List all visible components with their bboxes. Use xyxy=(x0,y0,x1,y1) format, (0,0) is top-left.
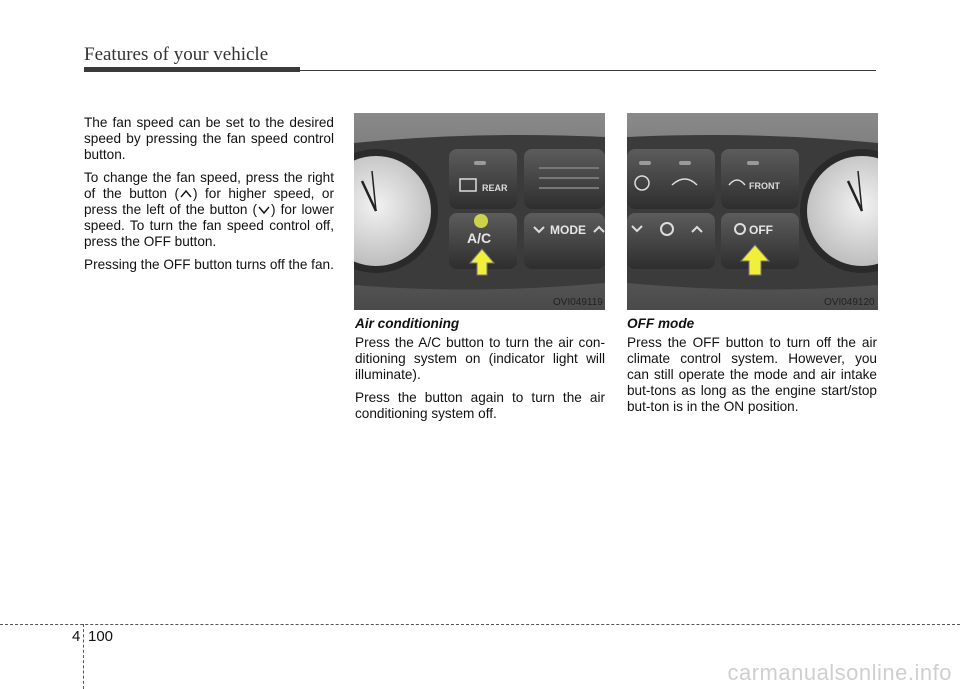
text-part: To change the fan speed, press the right of the button ( xyxy=(84,170,334,201)
right-text-column xyxy=(627,316,877,422)
off-button-paragraph: Pressing the OFF button turns off the fan. xyxy=(84,257,334,272)
fan-speed-paragraph: The fan speed can be set to the desired speed by pressing the fan speed control button. xyxy=(84,115,334,162)
figure-code: OVI049119 xyxy=(553,297,603,308)
mode-label: MODE xyxy=(550,223,586,237)
front-label: FRONT xyxy=(749,181,780,191)
chevron-up-icon xyxy=(179,189,193,199)
left-text-column xyxy=(84,115,334,280)
fan-speed-change-paragraph xyxy=(84,170,334,250)
page-number: 100 xyxy=(88,628,114,645)
ac-off-paragraph: Press the button again to turn the air conditioning system off. xyxy=(355,390,605,421)
chapter-number: 4 xyxy=(72,628,81,645)
footer-rule xyxy=(0,624,960,625)
page-header-title: Features of your vehicle xyxy=(84,44,269,65)
mid-text-column xyxy=(355,316,605,429)
off-mode-paragraph: Press the OFF button to turn off the air climate control system. However, you can still operate the mode and air intake but-tons as long as the engine start/stop but-ton is in the ON position. xyxy=(627,335,877,414)
figure-code: OVI049120 xyxy=(824,297,875,308)
ac-figure xyxy=(354,113,605,310)
text-part: ) for higher speed, or press the left of the button ( xyxy=(84,186,334,217)
text-part: ) for lower speed. To turn the fan speed control off, press the OFF button. xyxy=(84,202,334,249)
off-figure xyxy=(627,113,878,310)
ac-on-paragraph: Press the A/C button to turn the air con-ditioning system on (indicator light will illuminate). xyxy=(355,335,605,382)
off-panel-illustration xyxy=(627,113,878,310)
rear-label: REAR xyxy=(482,183,508,193)
header-rule-thin xyxy=(300,70,876,71)
chevron-down-icon xyxy=(257,205,271,215)
off-label: OFF xyxy=(749,223,773,237)
header-rule xyxy=(84,67,300,72)
ac-panel-illustration xyxy=(354,113,605,310)
watermark: carmanualsonline.info xyxy=(727,660,952,685)
section-caption: OFF mode xyxy=(627,316,695,331)
ac-label: A/C xyxy=(467,230,492,246)
section-caption: Air conditioning xyxy=(355,316,460,331)
footer-vertical-rule xyxy=(83,624,84,689)
